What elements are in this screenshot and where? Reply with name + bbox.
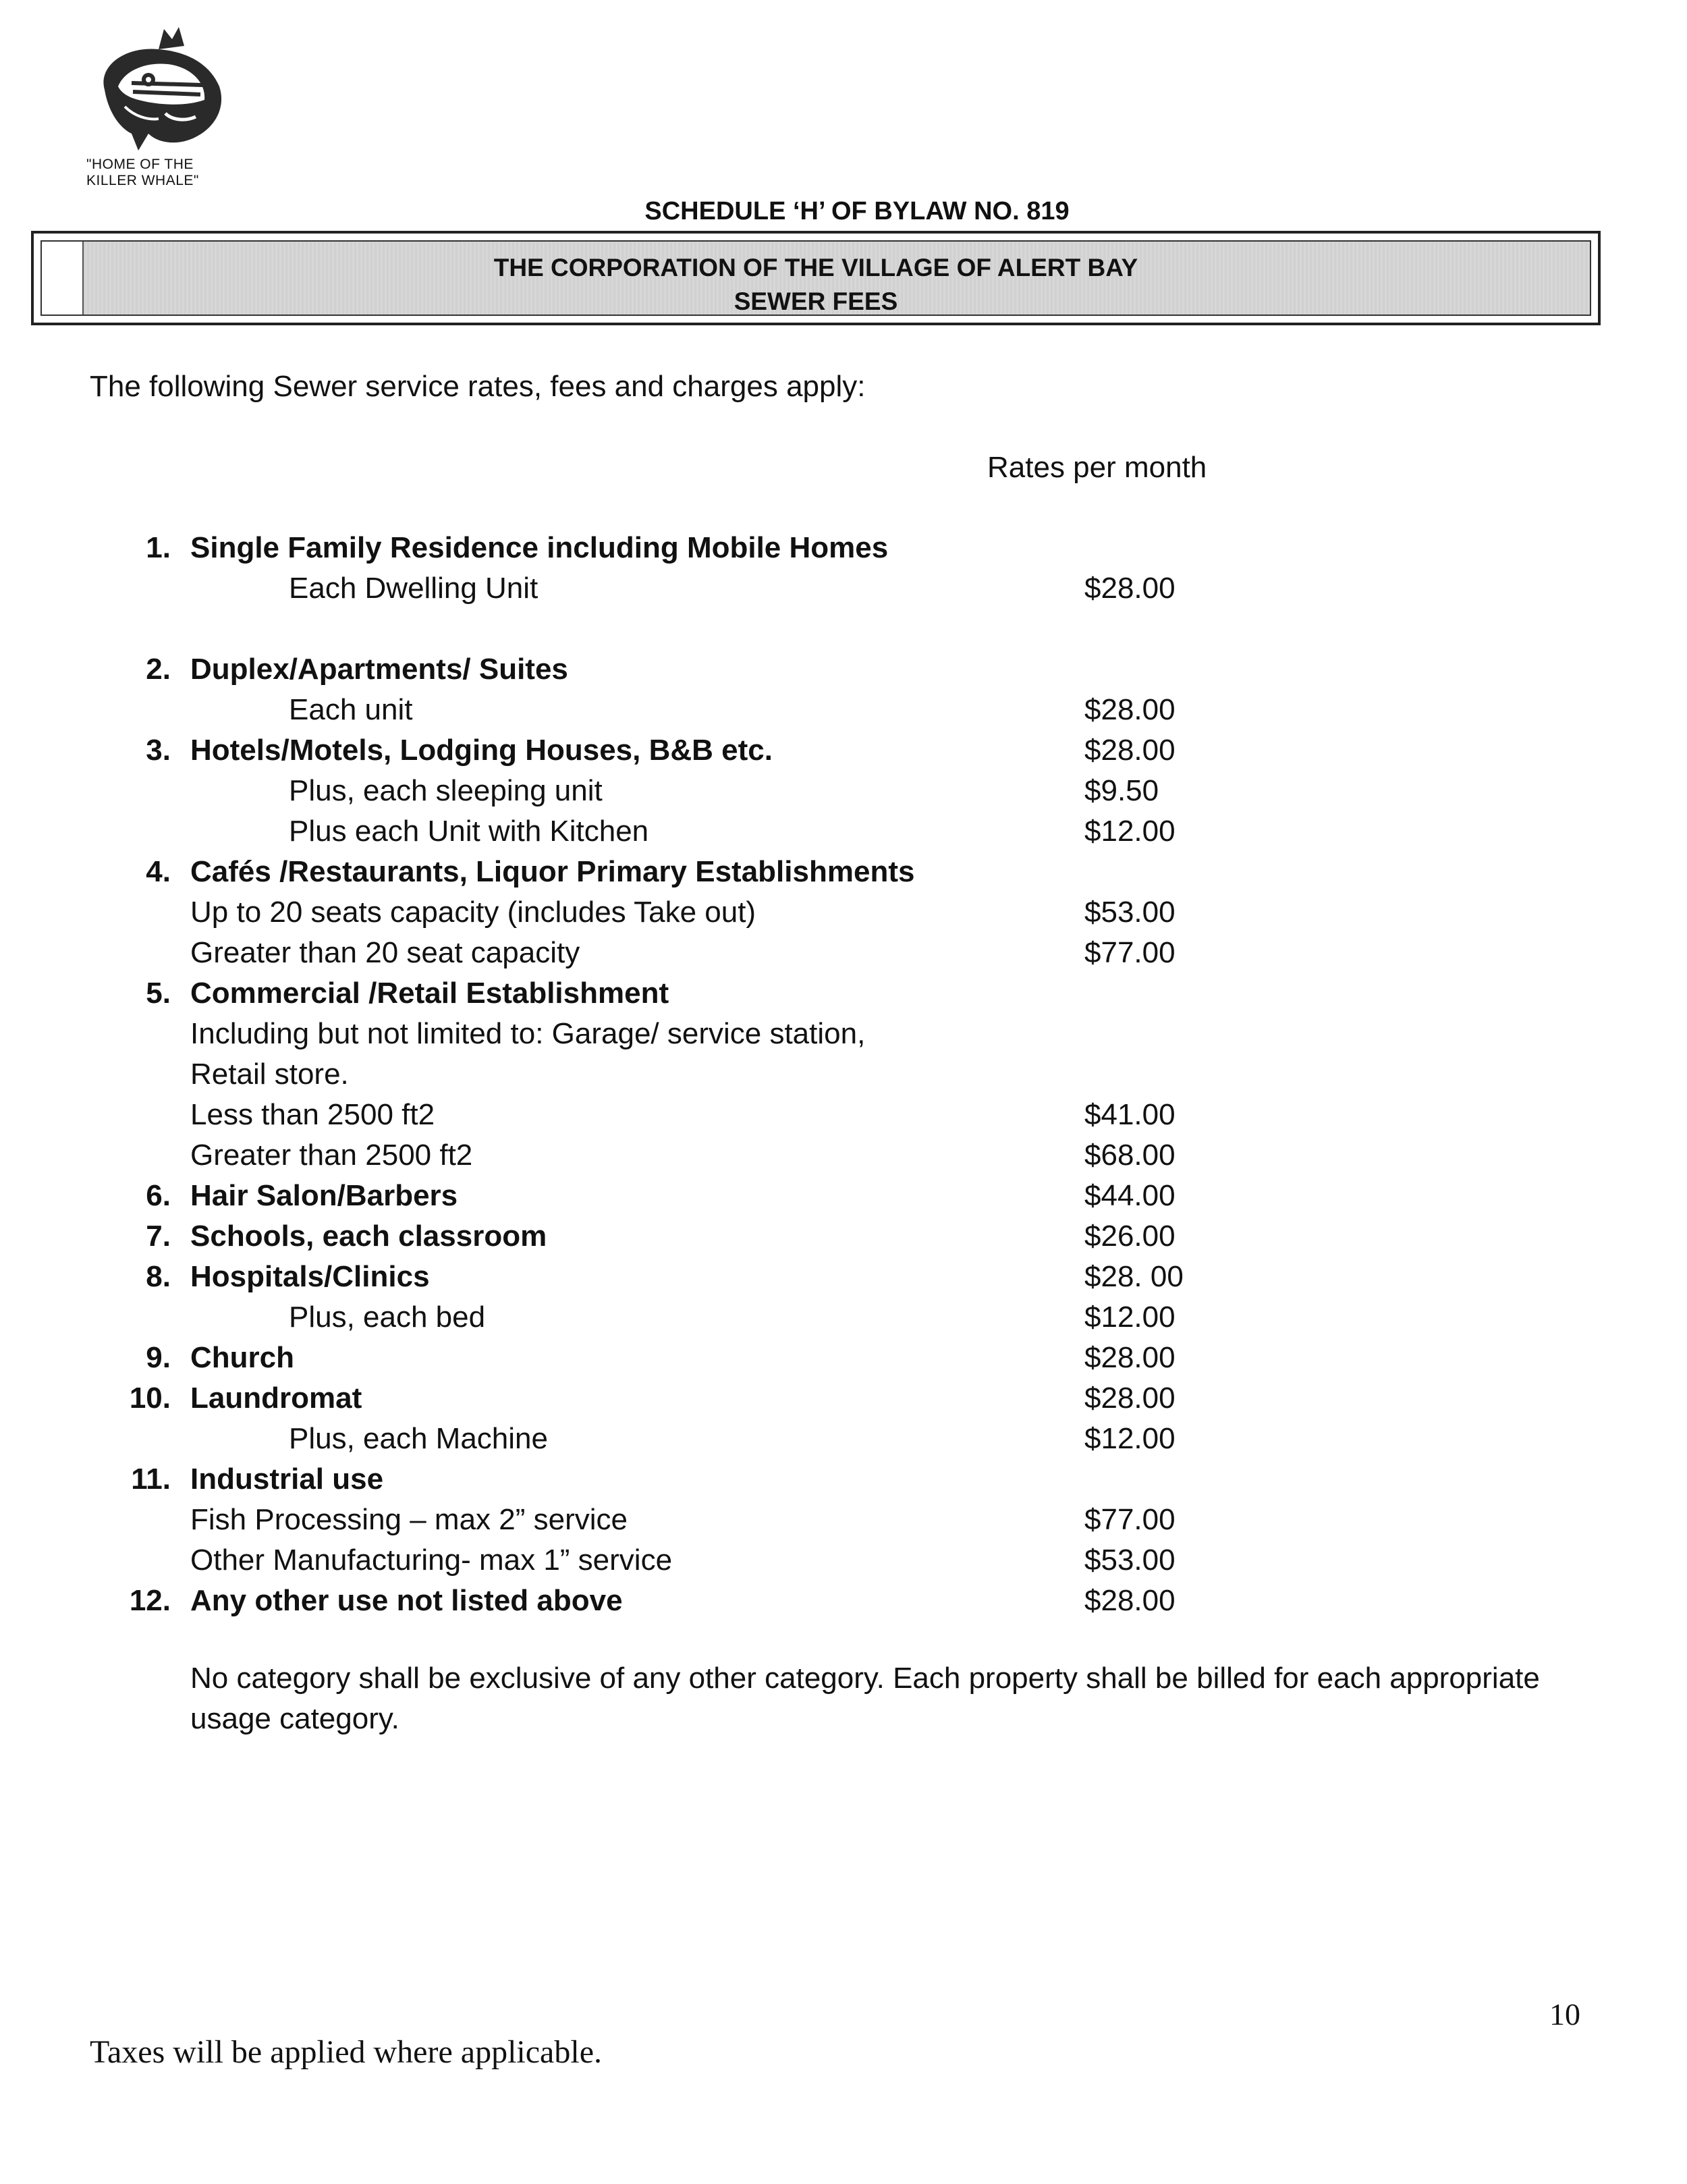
killer-whale-crest-icon [84, 26, 233, 161]
item-number: 6. [146, 1179, 171, 1212]
item-price: $77.00 [1084, 936, 1176, 969]
item-number: 7. [146, 1220, 171, 1253]
item-number: 1. [146, 531, 171, 564]
item-price: $12.00 [1084, 815, 1176, 848]
item-label: Greater than 20 seat capacity [190, 936, 580, 969]
item-price: $68.00 [1084, 1139, 1176, 1172]
item-label: Commercial /Retail Establishment [190, 977, 669, 1010]
item-price: $26.00 [1084, 1220, 1176, 1253]
item-label: Fish Processing – max 2” service [190, 1503, 628, 1536]
item-label: Hair Salon/Barbers [190, 1179, 458, 1212]
item-price: $9.50 [1084, 774, 1159, 807]
motto-line-2: KILLER WHALE" [86, 173, 199, 188]
banner-title: THE CORPORATION OF THE VILLAGE OF ALERT BAY [493, 254, 1138, 281]
item-number: 9. [146, 1341, 171, 1374]
banner-subtitle: SEWER FEES [734, 288, 898, 315]
item-number: 11. [131, 1463, 171, 1496]
billing-note: No category shall be exclusive of any other category. Each property shall be billed for each appropriate usage category. [190, 1662, 1540, 1735]
motto-line-1: "HOME OF THE [86, 157, 194, 172]
title-banner [31, 231, 1601, 325]
item-price: $28. 00 [1084, 1260, 1184, 1293]
item-label: Greater than 2500 ft2 [190, 1139, 473, 1172]
item-price: $28.00 [1084, 572, 1176, 605]
page-number: 10 [1549, 1997, 1580, 2031]
item-label: Retail store. [190, 1058, 349, 1091]
schedule-title: SCHEDULE ‘H’ OF BYLAW NO. 819 [644, 197, 1070, 225]
item-label: Other Manufacturing- max 1” service [190, 1544, 673, 1577]
item-price: $28.00 [1084, 693, 1176, 726]
footer-taxes-note: Taxes will be applied where applicable. [90, 2034, 602, 2070]
item-label: Including but not limited to: Garage/ service station, [190, 1017, 866, 1050]
item-label: Laundromat [190, 1382, 362, 1415]
item-number: 8. [146, 1260, 171, 1293]
banner-inner [40, 240, 1591, 316]
item-label: Duplex/Apartments/ Suites [190, 653, 568, 686]
item-number: 3. [146, 734, 171, 767]
item-number: 5. [146, 977, 171, 1010]
item-label: Hotels/Motels, Lodging Houses, B&B etc. [190, 734, 773, 767]
item-price: $28.00 [1084, 734, 1176, 767]
item-number: 10. [129, 1382, 171, 1415]
item-label: Church [190, 1341, 294, 1374]
item-label: Each Dwelling Unit [289, 572, 538, 605]
item-number: 2. [146, 653, 171, 686]
item-label: Cafés /Restaurants, Liquor Primary Establishments [190, 855, 915, 888]
item-price: $53.00 [1084, 896, 1176, 929]
item-label: Industrial use [190, 1463, 384, 1496]
item-label: Single Family Residence including Mobile Homes [190, 531, 889, 564]
logo-motto [86, 157, 199, 189]
item-label: Plus, each bed [289, 1301, 486, 1334]
item-price: $12.00 [1084, 1301, 1176, 1334]
item-label: Hospitals/Clinics [190, 1260, 430, 1293]
item-label: Schools, each classroom [190, 1220, 547, 1253]
item-price: $53.00 [1084, 1544, 1176, 1577]
item-label: Less than 2500 ft2 [190, 1098, 435, 1131]
item-price: $44.00 [1084, 1179, 1176, 1212]
item-price: $28.00 [1084, 1341, 1176, 1374]
item-price: $77.00 [1084, 1503, 1176, 1536]
item-price: $12.00 [1084, 1422, 1176, 1455]
item-number: 4. [146, 855, 171, 888]
item-label: Each unit [289, 693, 413, 726]
item-price: $28.00 [1084, 1382, 1176, 1415]
item-price: $41.00 [1084, 1098, 1176, 1131]
item-label: Plus, each Machine [289, 1422, 548, 1455]
item-label: Any other use not listed above [190, 1584, 623, 1617]
item-label: Up to 20 seats capacity (includes Take out) [190, 896, 756, 929]
item-number: 12. [129, 1584, 171, 1617]
intro-text: The following Sewer service rates, fees and charges apply: [90, 370, 866, 403]
item-label: Plus, each sleeping unit [289, 774, 603, 807]
rates-column-header: Rates per month [987, 451, 1207, 484]
item-label: Plus each Unit with Kitchen [289, 815, 649, 848]
item-price: $28.00 [1084, 1584, 1176, 1617]
